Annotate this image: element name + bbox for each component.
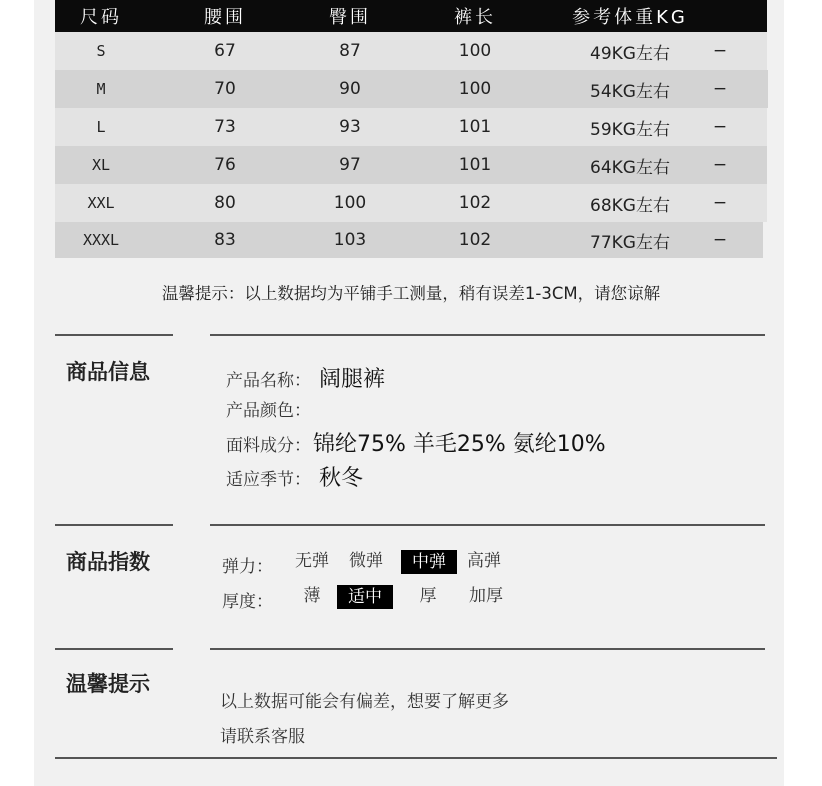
season-label: 适应季节：	[226, 470, 311, 490]
cell-hip: 100	[333, 193, 367, 213]
elasticity-option-high: 高弹	[467, 551, 501, 571]
elasticity-option-none: 无弹	[295, 551, 329, 571]
cell-size: XXXL	[82, 231, 120, 249]
section-title-product-index: 商品指数	[66, 550, 150, 574]
tips-line-1: 以上数据可能会有偏差，想要了解更多	[220, 692, 509, 712]
cell-length: 100	[458, 41, 492, 61]
cell-size: XL	[91, 156, 111, 174]
elasticity-label: 弹力：	[222, 557, 273, 577]
cell-hip: 103	[333, 230, 367, 250]
measurement-note: 温馨提示：以上数据均为平铺手工测量，稍有误差1-3CM，请您谅解	[161, 284, 661, 303]
cell-weight: 77KG左右	[590, 232, 670, 253]
cell-weight: 59KG左右	[590, 119, 670, 140]
cell-size: L	[96, 118, 106, 136]
thickness-label: 厚度：	[222, 592, 273, 612]
table-row	[55, 70, 768, 108]
thickness-option-extra-thick: 加厚	[469, 586, 503, 606]
cell-waist: 80	[214, 193, 236, 213]
cell-hip: 87	[339, 41, 361, 61]
header-waist: 腰围	[204, 7, 246, 28]
cell-weight: 54KG左右	[590, 81, 670, 102]
fabric-value: 锦纶75% 羊毛25% 氨纶10%	[313, 432, 606, 457]
cell-extra: −	[712, 79, 728, 99]
header-length: 裤长	[454, 7, 496, 28]
season-line	[226, 461, 363, 492]
bottom-divider	[55, 757, 777, 759]
cell-waist: 70	[214, 79, 236, 99]
cell-weight: 64KG左右	[590, 157, 670, 178]
table-row	[55, 222, 763, 258]
section-divider-left	[55, 648, 173, 650]
table-row	[55, 32, 767, 70]
size-table-header	[55, 0, 767, 32]
cell-waist: 76	[214, 155, 236, 175]
cell-length: 102	[458, 193, 492, 213]
fabric-line	[226, 427, 606, 458]
section-divider-right	[210, 524, 765, 526]
cell-hip: 90	[339, 79, 361, 99]
product-name-label: 产品名称：	[226, 371, 311, 391]
table-row	[55, 146, 767, 184]
thickness-option-thick: 厚	[419, 586, 437, 606]
section-title-product-info: 商品信息	[66, 360, 150, 384]
header-hip: 臀围	[329, 7, 371, 28]
cell-length: 101	[458, 117, 492, 137]
header-size: 尺码	[80, 7, 122, 28]
section-divider-left	[55, 524, 173, 526]
elasticity-option-medium-selected: 中弹	[401, 550, 457, 574]
product-name-line	[226, 362, 385, 393]
cell-length: 101	[458, 155, 492, 175]
cell-waist: 83	[214, 230, 236, 250]
elasticity-option-slight: 微弹	[349, 551, 383, 571]
tips-line-2: 请联系客服	[220, 727, 305, 747]
product-color-label: 产品颜色：	[226, 401, 311, 421]
cell-length: 102	[458, 230, 492, 250]
section-divider-right	[210, 648, 765, 650]
product-color-line	[226, 396, 319, 421]
table-row	[55, 184, 767, 222]
season-value: 秋冬	[319, 466, 364, 491]
cell-size: XXL	[87, 194, 115, 212]
cell-weight: 68KG左右	[590, 195, 670, 216]
thickness-option-thin: 薄	[303, 586, 321, 606]
product-name-value: 阔腿裤	[319, 367, 386, 392]
cell-hip: 97	[339, 155, 361, 175]
cell-waist: 67	[214, 41, 236, 61]
cell-extra: −	[712, 193, 728, 213]
header-weight: 参考体重KG	[572, 7, 688, 28]
cell-waist: 73	[214, 117, 236, 137]
section-divider-left	[55, 334, 173, 336]
section-divider-right	[210, 334, 765, 336]
cell-length: 100	[458, 79, 492, 99]
cell-weight: 49KG左右	[590, 43, 670, 64]
fabric-label: 面料成分：	[226, 436, 311, 456]
cell-size: S	[96, 42, 106, 60]
cell-extra: −	[712, 230, 728, 250]
table-row	[55, 108, 767, 146]
cell-size: M	[96, 80, 106, 98]
cell-extra: −	[712, 117, 728, 137]
section-title-tips: 温馨提示	[66, 672, 150, 696]
cell-extra: −	[712, 155, 728, 175]
thickness-option-medium-selected: 适中	[337, 585, 393, 609]
cell-extra: −	[712, 41, 728, 61]
cell-hip: 93	[339, 117, 361, 137]
